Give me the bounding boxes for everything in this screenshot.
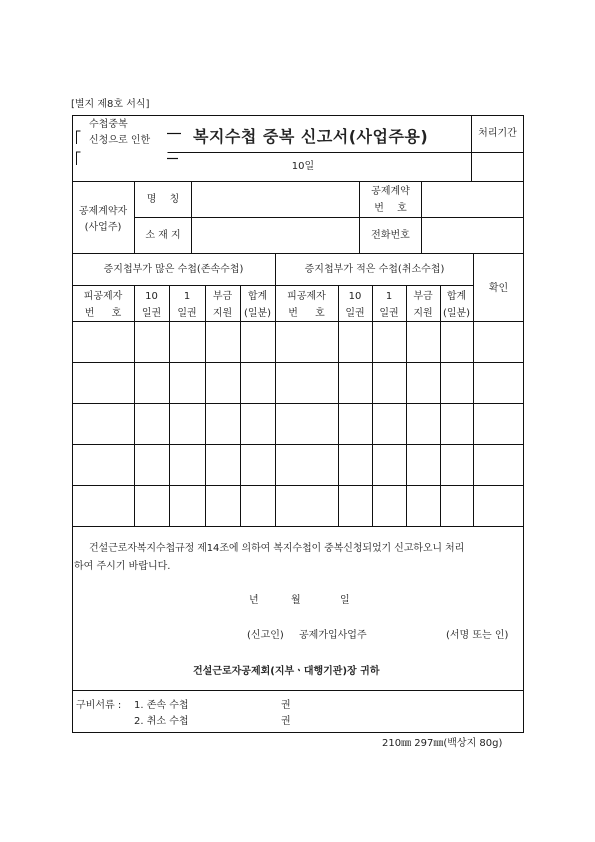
declaration-line1: 건설근로자복지수첩규정 제14조에 의하여 복지수첩이 중복신청되었기 신고하오니 처리 bbox=[89, 543, 465, 554]
employer-label-line2: (사업주) bbox=[84, 222, 122, 233]
signature-field[interactable]: (서명 또는 인) bbox=[446, 630, 509, 641]
page-title: 복지수첩 중복 신고서(사업주용) bbox=[193, 127, 429, 146]
column-header-2-line1: 10 bbox=[145, 291, 158, 302]
keep-group-header: 증지첩부가 많은 수첩(존속수첩) bbox=[103, 264, 244, 275]
processing-label: 처리기간 bbox=[478, 128, 517, 139]
declaration-line2: 하여 주시기 바랍니다. bbox=[74, 561, 171, 572]
reason-line2: 신청으로 인한 bbox=[89, 135, 151, 146]
column-header-1-line2: 번 호 bbox=[84, 308, 122, 319]
year-label: 년 bbox=[249, 595, 259, 606]
day-label: 일 bbox=[340, 595, 350, 606]
employer-label-line1: 공제계약자 bbox=[78, 206, 128, 217]
column-header-7-line2: 일권 bbox=[345, 308, 365, 319]
column-header-6-line1: 피공제자 bbox=[287, 291, 326, 302]
reason-line1: 수첩중복 bbox=[89, 119, 128, 130]
address-label: 소 재 지 bbox=[145, 230, 181, 241]
confirm-header: 확인 bbox=[488, 283, 509, 294]
month-label: 월 bbox=[291, 595, 301, 606]
contract-no-label-line2: 번 호 bbox=[374, 203, 407, 214]
column-header-10-line1: 합계 bbox=[446, 291, 467, 302]
column-header-2-line2: 일권 bbox=[141, 308, 162, 319]
attachment-item2-unit: 권 bbox=[281, 716, 291, 727]
contract-no-label-line1: 공제계약 bbox=[371, 186, 410, 197]
column-header-4-line2: 지원 bbox=[212, 308, 233, 319]
column-header-8-line1: 1 bbox=[385, 291, 393, 302]
column-header-3-line2: 일권 bbox=[177, 308, 197, 319]
column-header-5-line1: 합계 bbox=[247, 291, 268, 302]
paper-spec: 210㎜ 297㎜(백상지 80g) bbox=[382, 738, 503, 749]
column-header-7-line1: 10 bbox=[348, 291, 362, 302]
column-header-3-line1: 1 bbox=[183, 291, 191, 302]
cancel-group-header: 증지첩부가 적은 수첩(취소수첩) bbox=[304, 264, 445, 275]
column-header-9-line1: 부금 bbox=[413, 291, 433, 302]
recipient: 건설근로자공제회(지부ㆍ대행기관)장 귀하 bbox=[193, 666, 380, 677]
processing-value: 10일 bbox=[291, 161, 315, 172]
column-header-6-line2: 번 호 bbox=[288, 308, 325, 319]
attachment-item1: 1. 존속 수첩 bbox=[134, 700, 189, 711]
column-header-10-line2: (일분) bbox=[442, 308, 471, 319]
column-header-8-line2: 일권 bbox=[379, 308, 399, 319]
attachments-label: 구비서류 : bbox=[76, 700, 122, 711]
column-header-1-line1: 피공제자 bbox=[83, 291, 123, 302]
attachment-item2: 2. 취소 수첩 bbox=[134, 716, 189, 727]
column-header-4-line1: 부금 bbox=[212, 291, 233, 302]
reporter-prefix: (신고인) bbox=[247, 630, 284, 641]
attachment-item1-unit: 권 bbox=[281, 700, 291, 711]
name-label: 명 칭 bbox=[146, 194, 180, 205]
reporter-role: 공제가입사업주 bbox=[299, 630, 367, 641]
phone-label: 전화번호 bbox=[371, 230, 410, 241]
form-label: [별지 제8호 서식] bbox=[71, 99, 150, 110]
column-header-9-line2: 지원 bbox=[413, 308, 433, 319]
column-header-5-line2: (일분) bbox=[243, 308, 272, 319]
